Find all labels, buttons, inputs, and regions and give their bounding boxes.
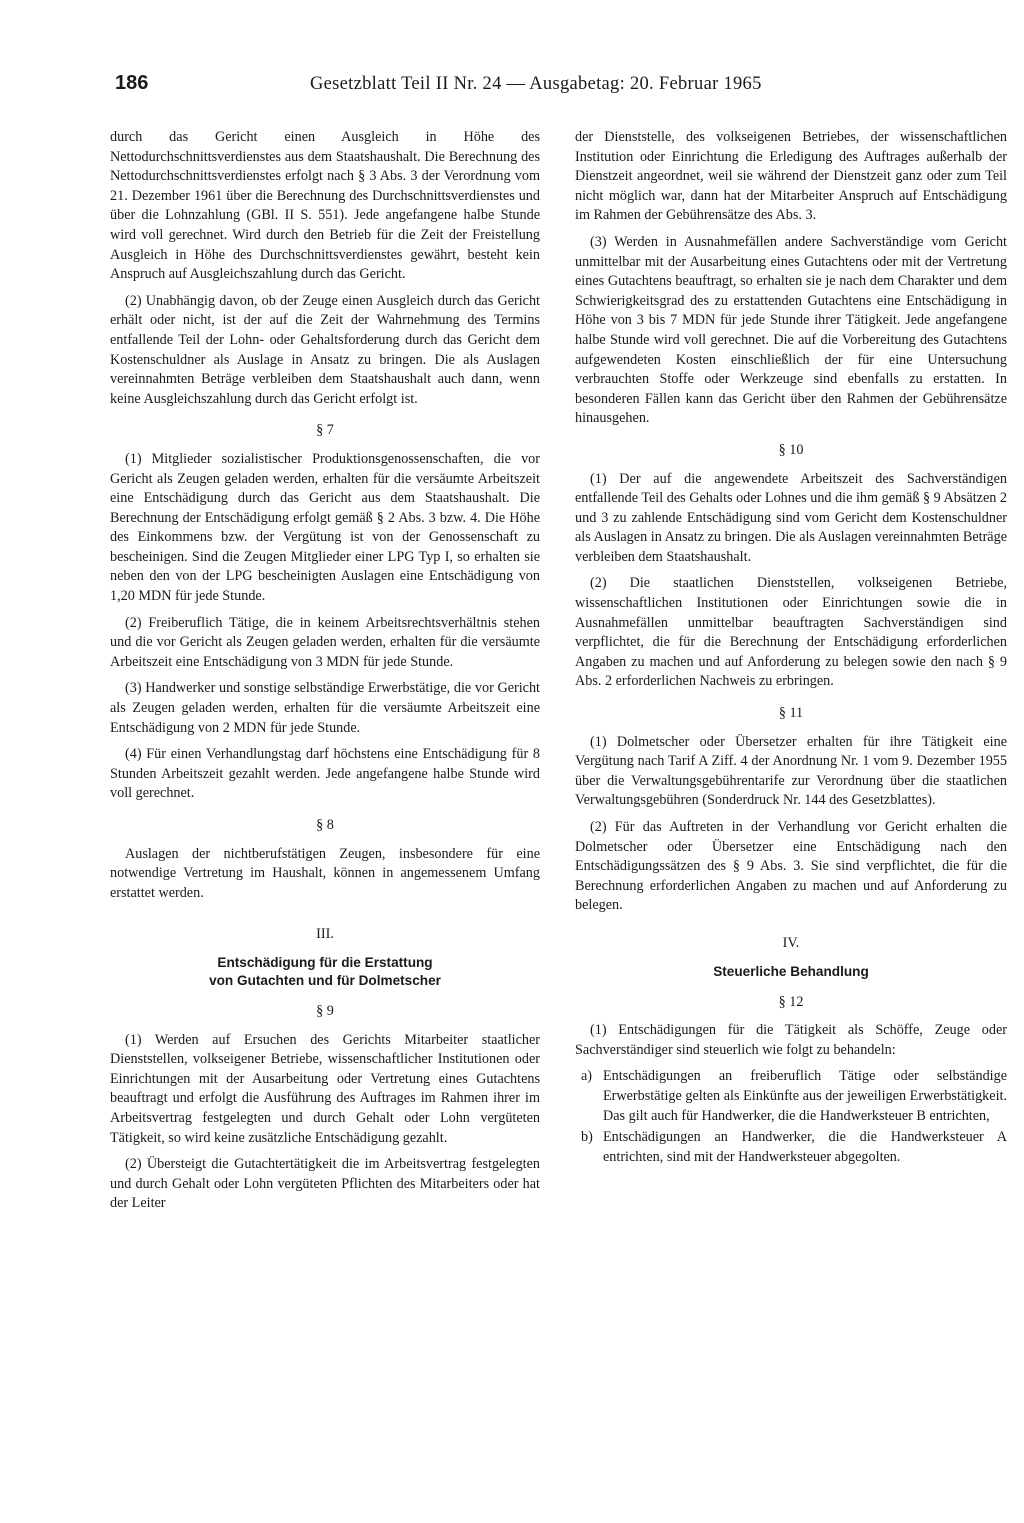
paragraph-10-1: (1) Der auf die angewendete Arbeitszeit des Sachverständigen entfallende Teil des Gehalts oder Lohnes und die ihm gemäß § 9 Absätzen 2 und 3 zu zahlende Entschädigung sind vom Gericht dem Kostenschuldner als Auslagen in Ansatz zu bringen. Die als Auslagen vereinnahmten Beträge verbleiben dem Staatshaushalt.	[575, 470, 1007, 565]
header-title: Gesetzblatt Teil II Nr. 24 — Ausgabetag: 20. Februar 1965	[310, 74, 762, 94]
part-3-title-line-1: Entschädigung für die Erstattung	[217, 954, 433, 970]
section-10-heading: § 10	[778, 441, 804, 458]
paragraph-11-1: (1) Dolmetscher oder Übersetzer erhalten für ihre Tätigkeit eine Vergütung nach Tarif A Ziff. 4 der Anordnung Nr. 1 vom 9. Dezember 1955 über die Verwaltungsgebührentarife zur Verordnung über die staatlichen Verwaltungsgebühren (Sonderdruck Nr. 144 des Gesetzblattes).	[575, 733, 1007, 809]
paragraph-9-2-continued: der Dienststelle, des volkseigenen Betriebes, der wissenschaftlichen Institution oder Einrichtung die Erledigung des Auftrages außerhalb der Dienstzeit angeordnet, weil sie während der Dienstzeit ganz oder zum Teil nicht möglich war, dann hat der Mitarbeiter Anspruch auf Entschädigung im Rahmen der Gebührensätze des Abs. 3.	[575, 129, 1007, 224]
paragraph-7-4: (4) Für einen Verhandlungstag darf höchstens eine Entschädigung für 8 Stunden Arbeitszeit gezahlt werden. Jede angefangene halbe Stunde wird voll gerechnet.	[110, 746, 540, 802]
right-column	[575, 128, 1007, 1169]
page-number: 186	[115, 72, 149, 94]
part-3-title-line-2: von Gutachten und für Dolmetscher	[209, 972, 441, 988]
paragraph-9-1: (1) Werden auf Ersuchen des Gerichts Mitarbeiter staatlicher Dienststellen, volkseigener Betriebe, wissenschaftlicher Institutionen oder Einrichtungen mit der Ausarbeitung oder Vertretung eines Gutachtens beauftragt und erfolgt die Ausführung des Auftrages im Rahmen ihrer im Arbeitsvertrag festgelegten und durch Gehalt oder Lohn vergüteten Tätigkeit, so wird keine zusätzliche Entschädigung gezahlt.	[110, 1031, 540, 1146]
list-marker-a: a)	[581, 1068, 593, 1085]
section-11-heading: § 11	[778, 705, 804, 722]
list-text-b: Entschädigungen an Handwerker, die die Handwerksteuer A entrichten, sind mit der Handwerksteuer abgegolten.	[603, 1129, 1007, 1165]
paragraph-7-3: (3) Handwerker und sonstige selbständige Erwerbstätige, die vor Gericht als Zeugen geladen werden, erhalten für die versäumte Arbeitszeit eine Entschädigung von 2 MDN für jede Stunde.	[110, 680, 540, 736]
paragraph-7-2: (2) Freiberuflich Tätige, die in keinem Arbeitsrechtsverhältnis stehen und die vor Gericht als Zeugen geladen werden, erhalten für die versäumte Arbeitszeit eine Entschädigung von 3 MDN für jede Stunde.	[110, 614, 540, 670]
section-9-heading: § 9	[316, 1002, 334, 1019]
page-header	[115, 72, 935, 102]
part-3-title	[110, 954, 540, 990]
list-item-a	[575, 1067, 1007, 1126]
part-4-title: Steuerliche Behandlung	[713, 963, 869, 979]
paragraph-7-1: (1) Mitglieder sozialistischer Produktionsgenossenschaften, die vor Gericht als Zeugen geladen werden, erhalten für die versäumte Arbeitszeit eine Entschädigung durch das Gericht aus dem Staatshaushalt. Die Berechnung der Entschädigung erfolgt gemäß § 2 Abs. 3 bzw. 4. Die Höhe des Einkommens bzw. der Vergütung ist von der Genossenschaft zu bescheinigen. Sind die Zeugen Mitglieder einer LPG Typ I, so erhalten sie neben den von der LPG bescheinigten Auslagen eine Entschädigung von 1,20 MDN für jede Stunde.	[110, 450, 540, 605]
paragraph-11-2: (2) Für das Auftreten in der Verhandlung vor Gericht erhalten die Dolmetscher oder Übersetzer eine Entschädigung nach den Entschädigungssätzen des § 9 Abs. 3. Sie sind verpflichtet, die für die Berechnung erforderlichen Angaben zu machen und auf Anforderung zu belegen.	[575, 819, 1007, 914]
part-4-heading: IV.	[782, 934, 800, 951]
list-text-a: Entschädigungen an freiberuflich Tätige oder selbständige Erwerbstätige gelten als Einkünfte aus der jeweiligen Erwerbstätigkeit. Das gilt auch für Handwerker, die die Handwerksteuer B entrichten,	[603, 1068, 1007, 1124]
paragraph-12-1: (1) Entschädigungen für die Tätigkeit als Schöffe, Zeuge oder Sachverständiger sind steuerlich wie folgt zu behandeln:	[575, 1022, 1007, 1058]
paragraph-9-3: (3) Werden in Ausnahmefällen andere Sachverständige vom Gericht unmittelbar mit der Ausarbeitung eines Gutachtens oder mit der Vertretung eines Gutachtens beauftragt, so erhalten sie je nach dem Charakter und dem Schwierigkeitsgrad des zu erstattenden Gutachtens eine Entschädigung in Höhe von 3 bis 7 MDN für jede Stunde ihrer Tätigkeit. Jede angefangene halbe Stunde wird voll gerechnet. Die auf die Vorbereitung des Gutachtens aufgewendeten Kosten einschließlich der für eine Untersuchung verbrauchten Stoffe oder Werkzeuge sind ebenfalls zu erstatten. In besonderen Fällen kann das Gericht über den Rahmen der Gebührensätze hinausgehen.	[575, 233, 1007, 427]
paragraph-6-2: (2) Unabhängig davon, ob der Zeuge einen Ausgleich durch das Gericht erhält oder nicht, ist der auf die Zeit der Wahrnehmung des Termins entfallende Teil der Lohn- oder Gehaltsforderung durch das Gericht dem Kostenschuldner als Auslage in Ansatz zu bringen. Die als Auslagen vereinnahmten Beträge verbleiben dem Staatshaushalt auch dann, wenn keine Ausgleichszahlung durch das Gericht erfolgt ist.	[110, 292, 540, 407]
section-7-heading: § 7	[316, 422, 334, 439]
paragraph-continued: durch das Gericht einen Ausgleich in Höhe des Nettodurchschnittsverdienstes aus dem Staatshaushalt. Die Berechnung des Nettodurchschnittsverdienstes erfolgt nach § 3 Abs. 3 der Verordnung vom 21. Dezember 1961 über die Berechnung des Durchschnittsverdienstes und über die Lohnzahlung (GBl. II S. 551). Jede angefangene halbe Stunde wird voll gerechnet. Wird durch den Betrieb für die Zeit der Freistellung Ausgleich in Höhe des Durchschnittsverdienstes gewährt, besteht kein Anspruch auf Ausgleichszahlung durch das Gericht.	[110, 129, 540, 283]
paragraph-9-2: (2) Übersteigt die Gutachtertätigkeit die im Arbeitsvertrag festgelegten und durch Gehalt oder Lohn vergüteten Pflichten des Mitarbeiters oder hat der Leiter	[110, 1156, 540, 1212]
part-3-heading: III.	[316, 926, 334, 943]
paragraph-10-2: (2) Die staatlichen Dienststellen, volkseigenen Betriebe, wissenschaftlichen Institutionen oder Einrichtungen sowie die in Ausnahmefällen unmittelbar beauftragten Sachverständigen sind verpflichtet, die für die Berechnung der Entschädigung erforderlichen Angaben zu machen und auf Anforderung zu belegen sowie den nach § 9 Abs. 2 erforderlichen Nachweis zu erbringen.	[575, 575, 1007, 690]
list-item-b	[575, 1128, 1007, 1167]
paragraph-8: Auslagen der nichtberufstätigen Zeugen, insbesondere für eine notwendige Vertretung im Haushalt, können in angemessenem Umfang erstattet werden.	[110, 845, 540, 901]
section-8-heading: § 8	[316, 817, 334, 833]
left-column	[110, 128, 540, 1221]
section-12-heading: § 12	[778, 993, 804, 1010]
list-marker-b: b)	[581, 1129, 593, 1146]
